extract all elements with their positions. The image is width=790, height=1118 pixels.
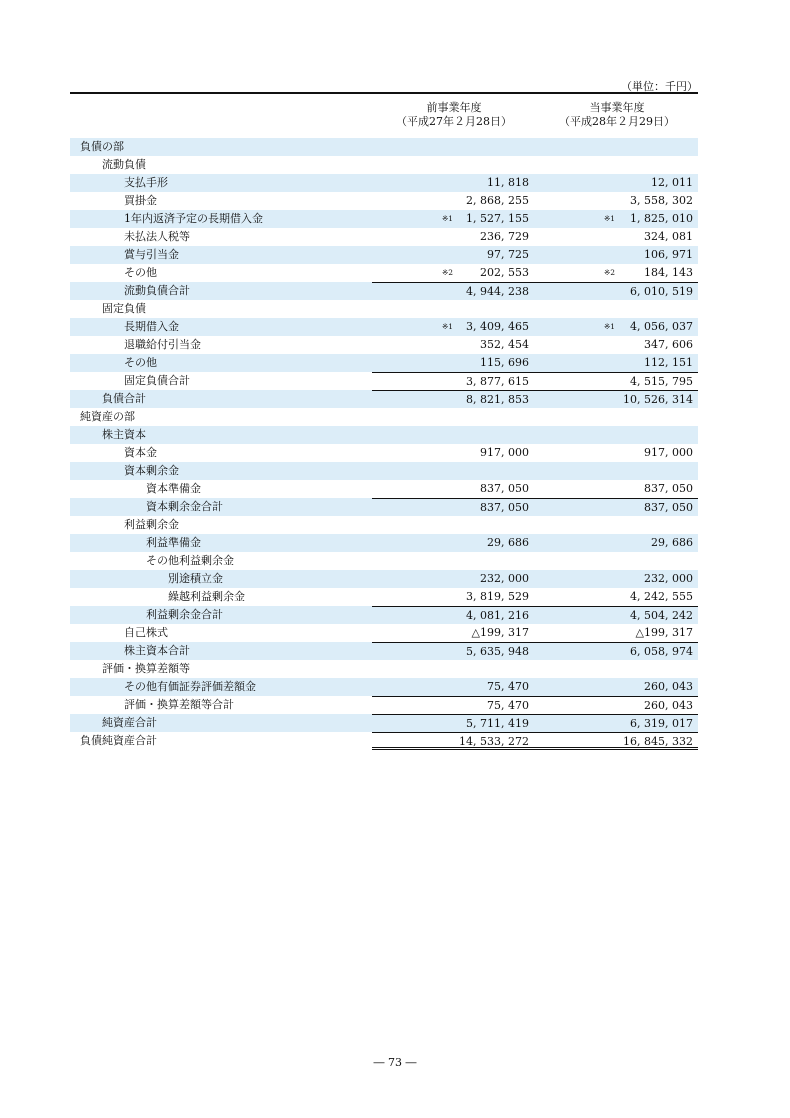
previous-year-cell — [372, 534, 534, 552]
header-rule — [70, 92, 698, 94]
footnote-mark: ※1 — [604, 214, 616, 223]
previous-year-cell — [372, 624, 534, 642]
row-label: 資本剰余金合計 — [146, 500, 223, 513]
amount-value: 917, 000 — [480, 446, 529, 459]
row-label: 純資産合計 — [102, 716, 157, 729]
previous-year-cell — [372, 210, 534, 228]
table-row — [70, 210, 698, 228]
current-year-cell — [534, 552, 698, 570]
table-row — [70, 732, 698, 750]
table-row — [70, 408, 698, 426]
table-row — [70, 156, 698, 174]
table-row — [70, 192, 698, 210]
row-label: その他 — [124, 356, 157, 369]
current-year-cell — [534, 318, 698, 336]
table-row — [70, 354, 698, 372]
table-row — [70, 696, 698, 714]
previous-year-cell — [372, 192, 534, 210]
current-year-cell — [534, 696, 698, 714]
row-label: 評価・換算差額等 — [102, 662, 190, 675]
row-label: 資本準備金 — [146, 482, 201, 495]
table-row — [70, 138, 698, 156]
amount-value: △199, 317 — [471, 626, 529, 639]
amount-value: 4, 944, 238 — [466, 285, 529, 298]
previous-year-cell — [372, 174, 534, 192]
row-label: 株主資本 — [102, 428, 146, 441]
previous-year-cell — [372, 660, 534, 678]
amount-value: 3, 409, 465 — [466, 320, 529, 333]
amount-value: 112, 151 — [644, 356, 693, 369]
current-year-cell — [534, 246, 698, 264]
table-row — [70, 624, 698, 642]
amount-value: 6, 058, 974 — [630, 645, 693, 658]
amount-value: 29, 686 — [651, 536, 693, 549]
table-row — [70, 480, 698, 498]
previous-year-cell — [372, 714, 534, 732]
amount-value: 352, 454 — [480, 338, 529, 351]
previous-year-cell — [372, 336, 534, 354]
previous-year-cell — [372, 498, 534, 516]
row-label: 利益剰余金合計 — [146, 608, 223, 621]
row-label: 退職給付引当金 — [124, 338, 201, 351]
table-row — [70, 642, 698, 660]
row-label: 長期借入金 — [124, 320, 179, 333]
amount-value: 4, 515, 795 — [630, 375, 693, 388]
current-year-cell — [534, 732, 698, 750]
amount-value: 837, 050 — [480, 482, 529, 495]
table-row — [70, 462, 698, 480]
current-year-cell — [534, 138, 698, 156]
previous-year-cell — [372, 480, 534, 498]
row-label: 買掛金 — [124, 194, 157, 207]
amount-value: 11, 818 — [487, 176, 529, 189]
table-row — [70, 516, 698, 534]
current-year-cell — [534, 408, 698, 426]
amount-value: 236, 729 — [480, 230, 529, 243]
amount-value: △199, 317 — [635, 626, 693, 639]
amount-value: 3, 877, 615 — [466, 375, 529, 388]
amount-value: 14, 533, 272 — [459, 735, 529, 748]
current-year-cell — [534, 534, 698, 552]
amount-value: 917, 000 — [644, 446, 693, 459]
previous-year-cell — [372, 606, 534, 624]
table-row — [70, 660, 698, 678]
table-row — [70, 300, 698, 318]
row-label: 支払手形 — [124, 176, 168, 189]
previous-year-cell — [372, 390, 534, 408]
previous-year-cell — [372, 516, 534, 534]
current-year-cell — [534, 642, 698, 660]
amount-value: 6, 319, 017 — [630, 717, 693, 730]
amount-value: 97, 725 — [487, 248, 529, 261]
row-label: 自己株式 — [124, 626, 168, 639]
previous-year-cell — [372, 588, 534, 606]
amount-value: 10, 526, 314 — [623, 393, 693, 406]
table-row — [70, 264, 698, 282]
current-year-cell — [534, 354, 698, 372]
amount-value: 8, 821, 853 — [466, 393, 529, 406]
amount-value: 12, 011 — [651, 176, 693, 189]
previous-year-cell — [372, 444, 534, 462]
previous-year-cell — [372, 354, 534, 372]
current-year-cell — [534, 228, 698, 246]
current-year-cell — [534, 390, 698, 408]
table-row — [70, 426, 698, 444]
table-row — [70, 246, 698, 264]
row-label: 繰越利益剰余金 — [168, 590, 245, 603]
footnote-mark: ※2 — [604, 268, 616, 277]
current-year-cell — [534, 444, 698, 462]
current-year-cell — [534, 372, 698, 390]
row-label: 流動負債合計 — [124, 284, 190, 297]
amount-value: 260, 043 — [644, 680, 693, 693]
unit-label: （単位：千円） — [621, 80, 698, 93]
amount-value: 202, 553 — [480, 266, 529, 279]
row-label: 未払法人税等 — [124, 230, 190, 243]
previous-year-cell — [372, 156, 534, 174]
current-year-cell — [534, 210, 698, 228]
row-label: 賞与引当金 — [124, 248, 179, 261]
amount-value: 75, 470 — [487, 680, 529, 693]
row-label: その他有価証券評価差額金 — [124, 680, 256, 693]
amount-value: 3, 558, 302 — [630, 194, 693, 207]
current-year-cell — [534, 480, 698, 498]
row-label: 負債の部 — [80, 140, 124, 153]
previous-year-cell — [372, 138, 534, 156]
column-header-previous-year — [372, 101, 536, 129]
current-year-cell — [534, 192, 698, 210]
column-header-date: （平成27年２月28日） — [396, 115, 512, 128]
amount-value: 347, 606 — [644, 338, 693, 351]
amount-value: 2, 868, 255 — [466, 194, 529, 207]
amount-value: 1, 825, 010 — [630, 212, 693, 225]
previous-year-cell — [372, 246, 534, 264]
amount-value: 115, 696 — [480, 356, 529, 369]
previous-year-cell — [372, 372, 534, 390]
row-label: 流動負債 — [102, 158, 146, 171]
previous-year-cell — [372, 552, 534, 570]
table-row — [70, 228, 698, 246]
previous-year-cell — [372, 696, 534, 714]
amount-value: 3, 819, 529 — [466, 590, 529, 603]
previous-year-cell — [372, 282, 534, 300]
previous-year-cell — [372, 228, 534, 246]
current-year-cell — [534, 426, 698, 444]
current-year-cell — [534, 588, 698, 606]
row-label: 1年内返済予定の長期借入金 — [124, 212, 263, 225]
table-row — [70, 444, 698, 462]
previous-year-cell — [372, 678, 534, 696]
previous-year-cell — [372, 408, 534, 426]
current-year-cell — [534, 156, 698, 174]
table-row — [70, 534, 698, 552]
row-label: 負債合計 — [102, 392, 146, 405]
amount-value: 837, 050 — [644, 501, 693, 514]
current-year-cell — [534, 174, 698, 192]
previous-year-cell — [372, 570, 534, 588]
table-row — [70, 552, 698, 570]
row-label: 利益準備金 — [146, 536, 201, 549]
previous-year-cell — [372, 318, 534, 336]
table-row — [70, 588, 698, 606]
column-header-date: （平成28年２月29日） — [559, 115, 675, 128]
row-label: 純資産の部 — [80, 410, 135, 423]
previous-year-cell — [372, 300, 534, 318]
current-year-cell — [534, 714, 698, 732]
table-row — [70, 714, 698, 732]
previous-year-cell — [372, 426, 534, 444]
balance-sheet-table — [70, 138, 698, 750]
amount-value: 837, 050 — [480, 501, 529, 514]
current-year-cell — [534, 264, 698, 282]
amount-value: 4, 081, 216 — [466, 609, 529, 622]
table-row — [70, 390, 698, 408]
current-year-cell — [534, 462, 698, 480]
table-row — [70, 570, 698, 588]
table-row — [70, 336, 698, 354]
current-year-cell — [534, 606, 698, 624]
amount-value: 29, 686 — [487, 536, 529, 549]
previous-year-cell — [372, 732, 534, 750]
row-label: 資本金 — [124, 446, 157, 459]
amount-value: 1, 527, 155 — [466, 212, 529, 225]
amount-value: 184, 143 — [644, 266, 693, 279]
amount-value: 4, 504, 242 — [630, 609, 693, 622]
amount-value: 16, 845, 332 — [623, 735, 693, 748]
amount-value: 837, 050 — [644, 482, 693, 495]
amount-value: 5, 635, 948 — [466, 645, 529, 658]
previous-year-cell — [372, 462, 534, 480]
page-number: ― 73 ― — [373, 1056, 417, 1069]
previous-year-cell — [372, 264, 534, 282]
current-year-cell — [534, 336, 698, 354]
current-year-cell — [534, 678, 698, 696]
amount-value: 5, 711, 419 — [466, 717, 529, 730]
footnote-mark: ※1 — [604, 322, 616, 331]
previous-year-cell — [372, 642, 534, 660]
row-label: 利益剰余金 — [124, 518, 179, 531]
current-year-cell — [534, 516, 698, 534]
row-label: 固定負債合計 — [124, 374, 190, 387]
current-year-cell — [534, 660, 698, 678]
current-year-cell — [534, 282, 698, 300]
column-header-title: 前事業年度 — [426, 101, 482, 114]
current-year-cell — [534, 624, 698, 642]
amount-value: 106, 971 — [644, 248, 693, 261]
row-label: 負債純資産合計 — [80, 734, 157, 747]
row-label: その他利益剰余金 — [146, 554, 234, 567]
footnote-mark: ※1 — [442, 214, 454, 223]
current-year-cell — [534, 300, 698, 318]
row-label: 固定負債 — [102, 302, 146, 315]
row-label: 評価・換算差額等合計 — [124, 698, 234, 711]
column-header-current-year — [536, 101, 698, 129]
table-row — [70, 678, 698, 696]
amount-value: 4, 056, 037 — [630, 320, 693, 333]
current-year-cell — [534, 570, 698, 588]
footnote-mark: ※1 — [442, 322, 454, 331]
amount-value: 232, 000 — [480, 572, 529, 585]
table-row — [70, 282, 698, 300]
row-label: 資本剰余金 — [124, 464, 179, 477]
table-row — [70, 606, 698, 624]
table-row — [70, 174, 698, 192]
row-label: 株主資本合計 — [124, 644, 190, 657]
row-label: 別途積立金 — [168, 572, 223, 585]
table-row — [70, 318, 698, 336]
amount-value: 4, 242, 555 — [630, 590, 693, 603]
amount-value: 324, 081 — [644, 230, 693, 243]
amount-value: 6, 010, 519 — [630, 285, 693, 298]
table-row — [70, 372, 698, 390]
row-label: その他 — [124, 266, 157, 279]
amount-value: 260, 043 — [644, 699, 693, 712]
current-year-cell — [534, 498, 698, 516]
amount-value: 75, 470 — [487, 699, 529, 712]
table-row — [70, 498, 698, 516]
footnote-mark: ※2 — [442, 268, 454, 277]
amount-value: 232, 000 — [644, 572, 693, 585]
column-header-title: 当事業年度 — [589, 101, 645, 114]
